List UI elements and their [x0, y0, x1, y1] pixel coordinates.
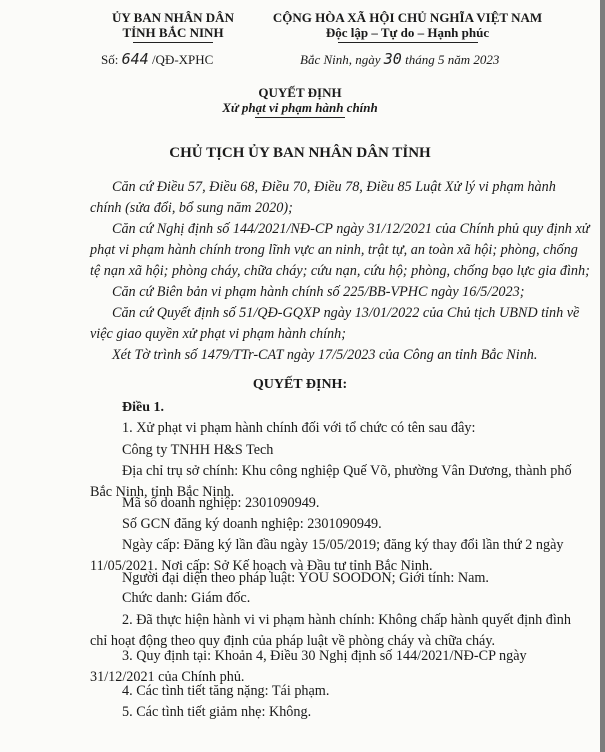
issuing-body-underline	[133, 42, 213, 43]
item-3-regulation: 3. Quy định tại: Khoản 4, Điều 30 Nghị định số 144/2021/NĐ-CP ngày 31/12/2021 của Chính phủ.	[90, 648, 527, 685]
number-value-handwritten: 644	[121, 50, 149, 68]
motto-underline	[338, 42, 478, 43]
date-suffix: tháng 5 năm 2023	[405, 52, 500, 67]
legal-basis-1: Căn cứ Điều 57, Điều 68, Điều 70, Điều 78, Điều 85 Luật Xử lý vi phạm hành chính (sửa đổi, bổ sung năm 2020);	[90, 179, 556, 216]
item-5-mitigating: 5. Các tình tiết giảm nhẹ: Không.	[122, 704, 312, 720]
document-subtitle: Xử phạt vi phạm hành chính	[222, 100, 378, 115]
legal-representative: Người đại diện theo pháp luật: YOU SOODON; Giới tính: Nam.	[122, 570, 489, 586]
issuing-body-line2: TỈNH BẮC NINH	[122, 25, 224, 40]
company-address: Địa chỉ trụ sở chính: Khu công nghiệp Quế Võ, phường Vân Dương, thành phố Bắc Ninh, tỉnh Bắc Ninh.	[90, 463, 572, 500]
national-motto: Độc lập – Tự do – Hạnh phúc	[325, 25, 490, 40]
legal-basis-4: Căn cứ Quyết định số 51/QĐ-GQXP ngày 13/01/2022 của Chủ tịch UBND tỉnh về việc giao quyền xử phạt vi phạm hành chính;	[90, 305, 580, 342]
authority-heading: CHỦ TỊCH ỦY BAN NHÂN DÂN TỈNH	[169, 145, 431, 161]
document-title: QUYẾT ĐỊNH	[258, 85, 342, 100]
number-prefix: Số:	[101, 52, 119, 67]
place-date	[300, 50, 499, 68]
tax-code: Mã số doanh nghiệp: 2301090949.	[122, 495, 320, 511]
article-1-heading: Điều 1.	[122, 400, 164, 415]
national-title: CỘNG HÒA XÃ HỘI CHỦ NGHĨA VIỆT NAM	[272, 10, 543, 25]
item-1: 1. Xử phạt vi phạm hành chính đối với tổ chức có tên sau đây:	[122, 420, 476, 436]
legal-basis-2: Căn cứ Nghị định số 144/2021/NĐ-CP ngày 31/12/2021 của Chính phủ quy định xử phạt vi phạm hành chính trong lĩnh vực an ninh, trật tự, an toàn xã hội; phòng, chống tệ nạn xã hội; phòng cháy, chữa cháy; cứu nạn, cứu hộ; phòng, chống bạo lực gia đình;	[90, 221, 590, 279]
legal-basis-3: Căn cứ Biên bản vi phạm hành chính số 225/BB-VPHC ngày 16/5/2023;	[112, 284, 525, 300]
date-prefix: Bắc Ninh, ngày	[300, 52, 381, 67]
legal-basis-5: Xét Tờ trình số 1479/TTr-CAT ngày 17/5/2023 của Công an tỉnh Bắc Ninh.	[112, 347, 538, 363]
document-number	[101, 50, 213, 68]
item-2-violation: 2. Đã thực hiện hành vi vi phạm hành chính: Không chấp hành quyết định đình chỉ hoạt động theo quy định của pháp luật về phòng cháy và chữa cháy.	[90, 612, 571, 649]
number-suffix: /QĐ-XPHC	[151, 52, 214, 67]
date-day-handwritten: 30	[383, 50, 402, 68]
page-edge-shadow	[600, 0, 605, 752]
issue-info: Ngày cấp: Đăng ký lần đầu ngày 15/05/2019; đăng ký thay đổi lần thứ 2 ngày 11/05/2021. Nơi cấp: Sở Kế hoạch và Đầu tư tỉnh Bắc Ninh.	[90, 537, 564, 574]
position: Chức danh: Giám đốc.	[122, 590, 251, 606]
business-registration-number: Số GCN đăng ký doanh nghiệp: 2301090949.	[122, 516, 382, 532]
subtitle-underline	[255, 117, 345, 118]
decision-heading: QUYẾT ĐỊNH:	[252, 377, 348, 392]
issuing-body-line1: ỦY BAN NHÂN DÂN	[112, 10, 234, 25]
company-name: Công ty TNHH H&S Tech	[122, 442, 274, 458]
item-4-aggravating: 4. Các tình tiết tăng nặng: Tái phạm.	[122, 683, 330, 699]
